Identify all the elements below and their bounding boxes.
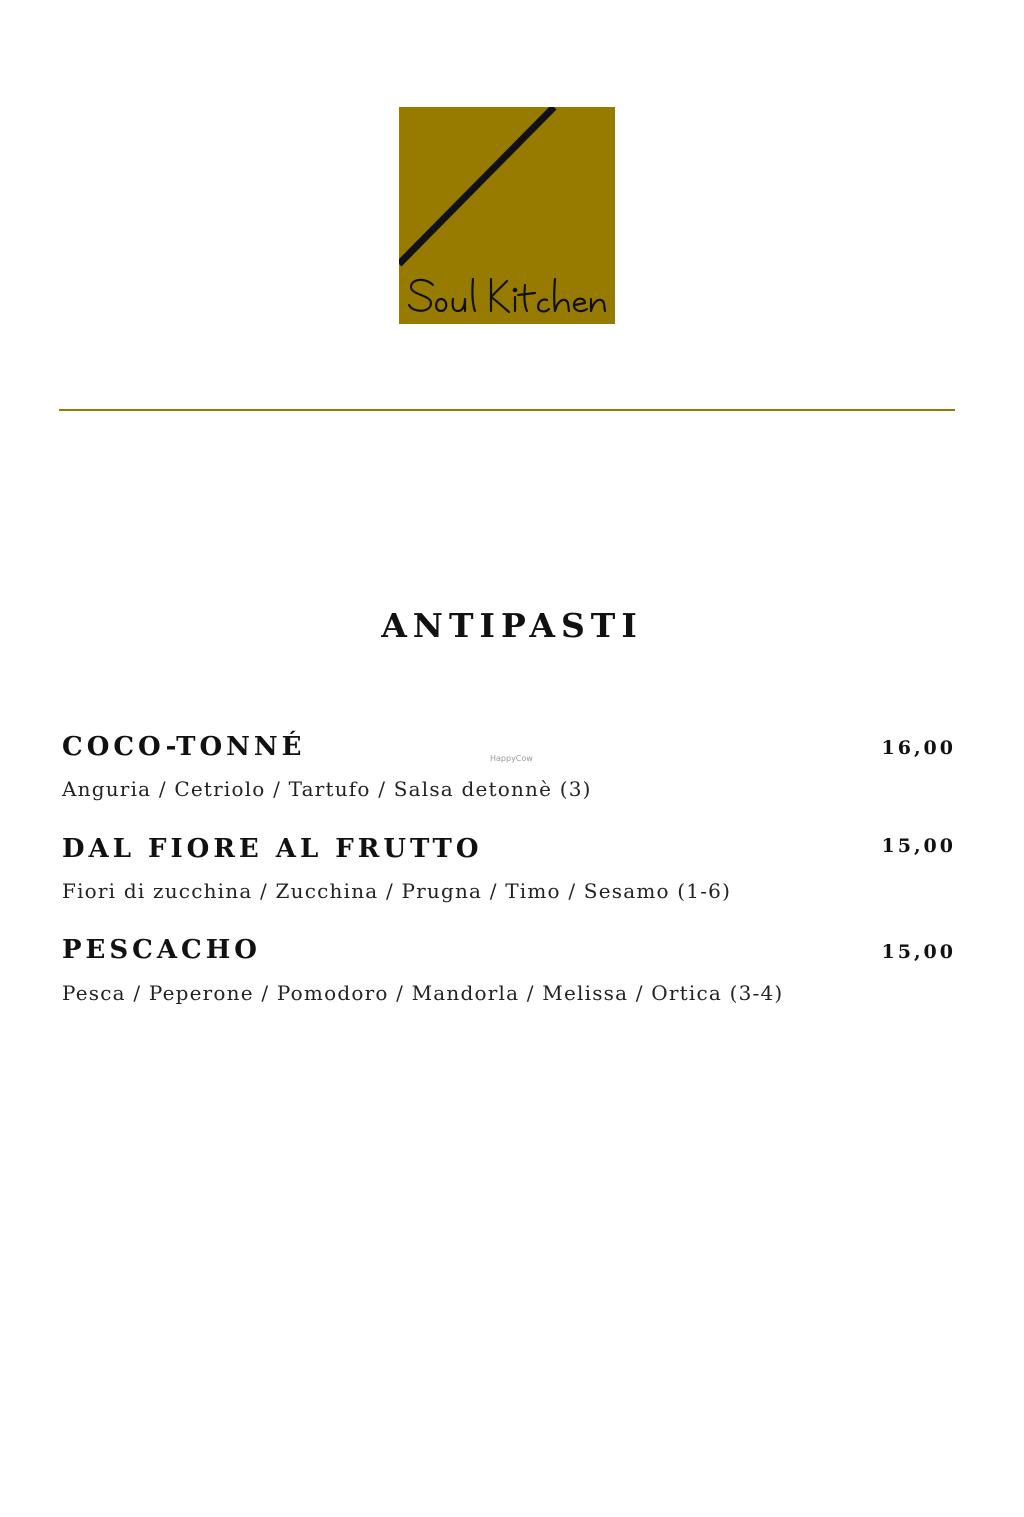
brand-logo [399,107,615,324]
menu-item-name: COCO-TONNÉ [62,732,306,762]
logo-mark-icon [399,107,615,324]
menu-item-description: Anguria / Cetriolo / Tartufo / Salsa detonnè (3) [62,777,592,801]
watermark: HappyCow [490,754,533,763]
section-title: ANTIPASTI [381,606,643,645]
menu-item-price: 15,00 [881,835,956,857]
logo-wordmark-icon [409,279,605,312]
menu-item-price: 16,00 [881,737,956,759]
menu-item-price: 15,00 [881,941,956,963]
header-divider [59,409,955,411]
logo-stripe [399,107,554,264]
menu-item-name: PESCACHO [62,935,261,965]
menu-item-description: Fiori di zucchina / Zucchina / Prugna / Timo / Sesamo (1-6) [62,879,732,903]
menu-item-name: DAL FIORE AL FRUTTO [62,834,483,864]
menu-item-description: Pesca / Peperone / Pomodoro / Mandorla / Melissa / Ortica (3-4) [62,981,784,1005]
